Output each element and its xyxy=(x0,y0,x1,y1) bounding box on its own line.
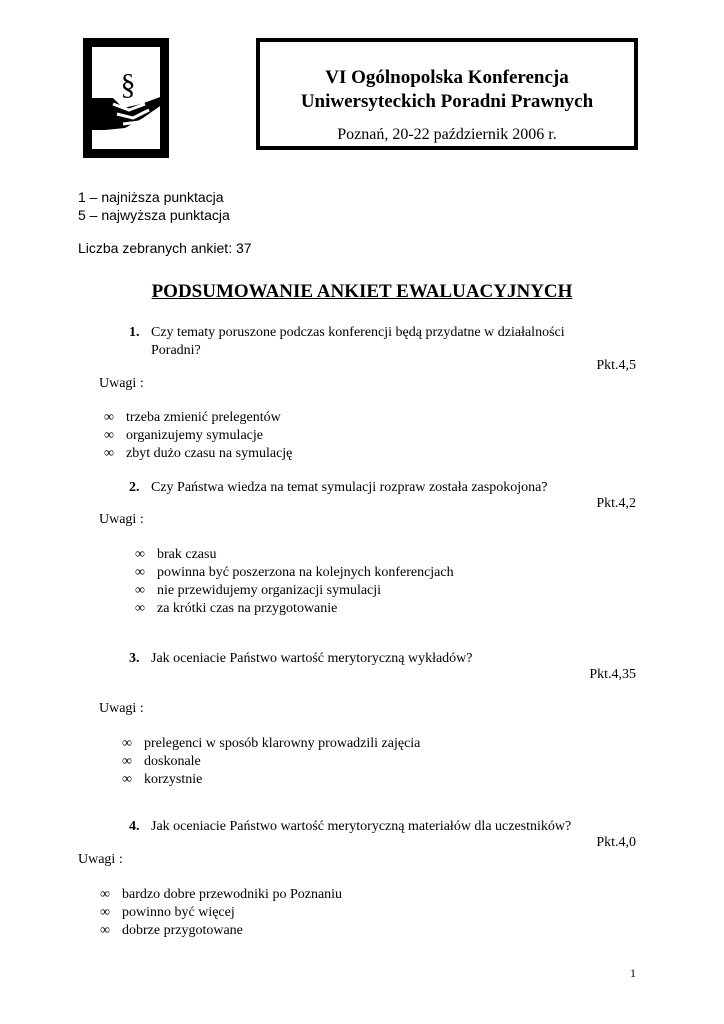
conference-header xyxy=(256,38,638,150)
list-item: ∞ dobrze przygotowane xyxy=(100,923,243,938)
list-item: ∞ prelegenci w sposób klarowny prowadzili zajęcia xyxy=(122,736,421,751)
question-text: Jak oceniacie Państwo wartość merytoryczną materiałów dla uczestników? xyxy=(151,819,572,834)
list-item: ∞ powinna być poszerzona na kolejnych konferencjach xyxy=(135,565,454,580)
question-score: Pkt.4,35 xyxy=(589,667,636,682)
answer-list xyxy=(104,409,292,463)
answer-list xyxy=(135,546,454,618)
question-text: Czy Państwa wiedza na temat symulacji rozpraw została zaspokojona? xyxy=(151,480,548,495)
bullet-icon: ∞ xyxy=(122,772,132,787)
question-4 xyxy=(129,818,571,836)
bullet-icon: ∞ xyxy=(122,754,132,769)
list-item: ∞ powinno być więcej xyxy=(100,905,235,920)
bullet-icon: ∞ xyxy=(100,923,110,938)
question-number: 4. xyxy=(129,819,140,834)
question-3 xyxy=(129,650,473,668)
svg-text:§: § xyxy=(120,68,136,101)
conference-title-line1: VI Ogólnopolska Konferencja xyxy=(325,67,569,88)
list-item: ∞ korzystnie xyxy=(122,772,203,787)
list-item: ∞ doskonale xyxy=(122,754,201,769)
bullet-icon: ∞ xyxy=(100,905,110,920)
legend-max: 5 – najwyższa punktacja xyxy=(78,207,230,223)
bullet-icon: ∞ xyxy=(104,428,114,443)
answer-list xyxy=(100,886,342,940)
list-item: ∞ nie przewidujemy organizacji symulacji xyxy=(135,583,382,598)
document-title: PODSUMOWANIE ANKIET EWALUACYJNYCH xyxy=(151,281,573,302)
legend-min: 1 – najniższa punktacja xyxy=(78,189,224,205)
question-2 xyxy=(129,479,548,497)
page-number: 1 xyxy=(630,966,636,980)
conference-date: Poznań, 20-22 październik 2006 r. xyxy=(337,126,557,143)
bullet-icon: ∞ xyxy=(104,446,114,461)
bullet-icon: ∞ xyxy=(100,887,110,902)
question-number: 2. xyxy=(129,480,140,495)
question-score: Pkt.4,2 xyxy=(596,496,636,511)
list-item: ∞ zbyt dużo czasu na symulację xyxy=(104,446,293,461)
list-item: ∞ bardzo dobre przewodniki po Poznaniu xyxy=(100,887,343,902)
paragraph-hand-logo-icon xyxy=(83,38,169,158)
bullet-icon: ∞ xyxy=(135,583,145,598)
list-item: ∞ trzeba zmienić prelegentów xyxy=(104,410,281,425)
bullet-icon: ∞ xyxy=(135,565,145,580)
bullet-icon: ∞ xyxy=(104,410,114,425)
question-number: 3. xyxy=(129,651,140,666)
bullet-icon: ∞ xyxy=(122,736,132,751)
list-item: ∞ brak czasu xyxy=(135,547,217,562)
question-text: Jak oceniacie Państwo wartość merytoryczną wykładów? xyxy=(151,651,473,666)
list-item: ∞ za krótki czas na przygotowanie xyxy=(135,601,338,616)
bullet-icon: ∞ xyxy=(135,547,145,562)
question-score: Pkt.4,5 xyxy=(596,358,636,373)
question-score: Pkt.4,0 xyxy=(596,835,636,850)
remarks-label: Uwagi : xyxy=(99,376,144,391)
survey-count: Liczba zebranych ankiet: 37 xyxy=(78,240,252,256)
question-number: 1. xyxy=(129,325,140,340)
remarks-label: Uwagi : xyxy=(78,852,123,867)
remarks-label: Uwagi : xyxy=(99,512,144,527)
logo xyxy=(83,38,169,158)
question-text-cont: Poradni? xyxy=(151,343,201,358)
answer-list xyxy=(122,735,420,789)
bullet-icon: ∞ xyxy=(135,601,145,616)
conference-title-line2: Uniwersyteckich Poradni Prawnych xyxy=(300,91,594,112)
list-item: ∞ organizujemy symulacje xyxy=(104,428,263,443)
remarks-label: Uwagi : xyxy=(99,701,144,716)
question-1 xyxy=(129,324,565,360)
conference-title xyxy=(260,66,634,114)
question-text: Czy tematy poruszone podczas konferencji będą przydatne w działalności xyxy=(151,325,565,340)
